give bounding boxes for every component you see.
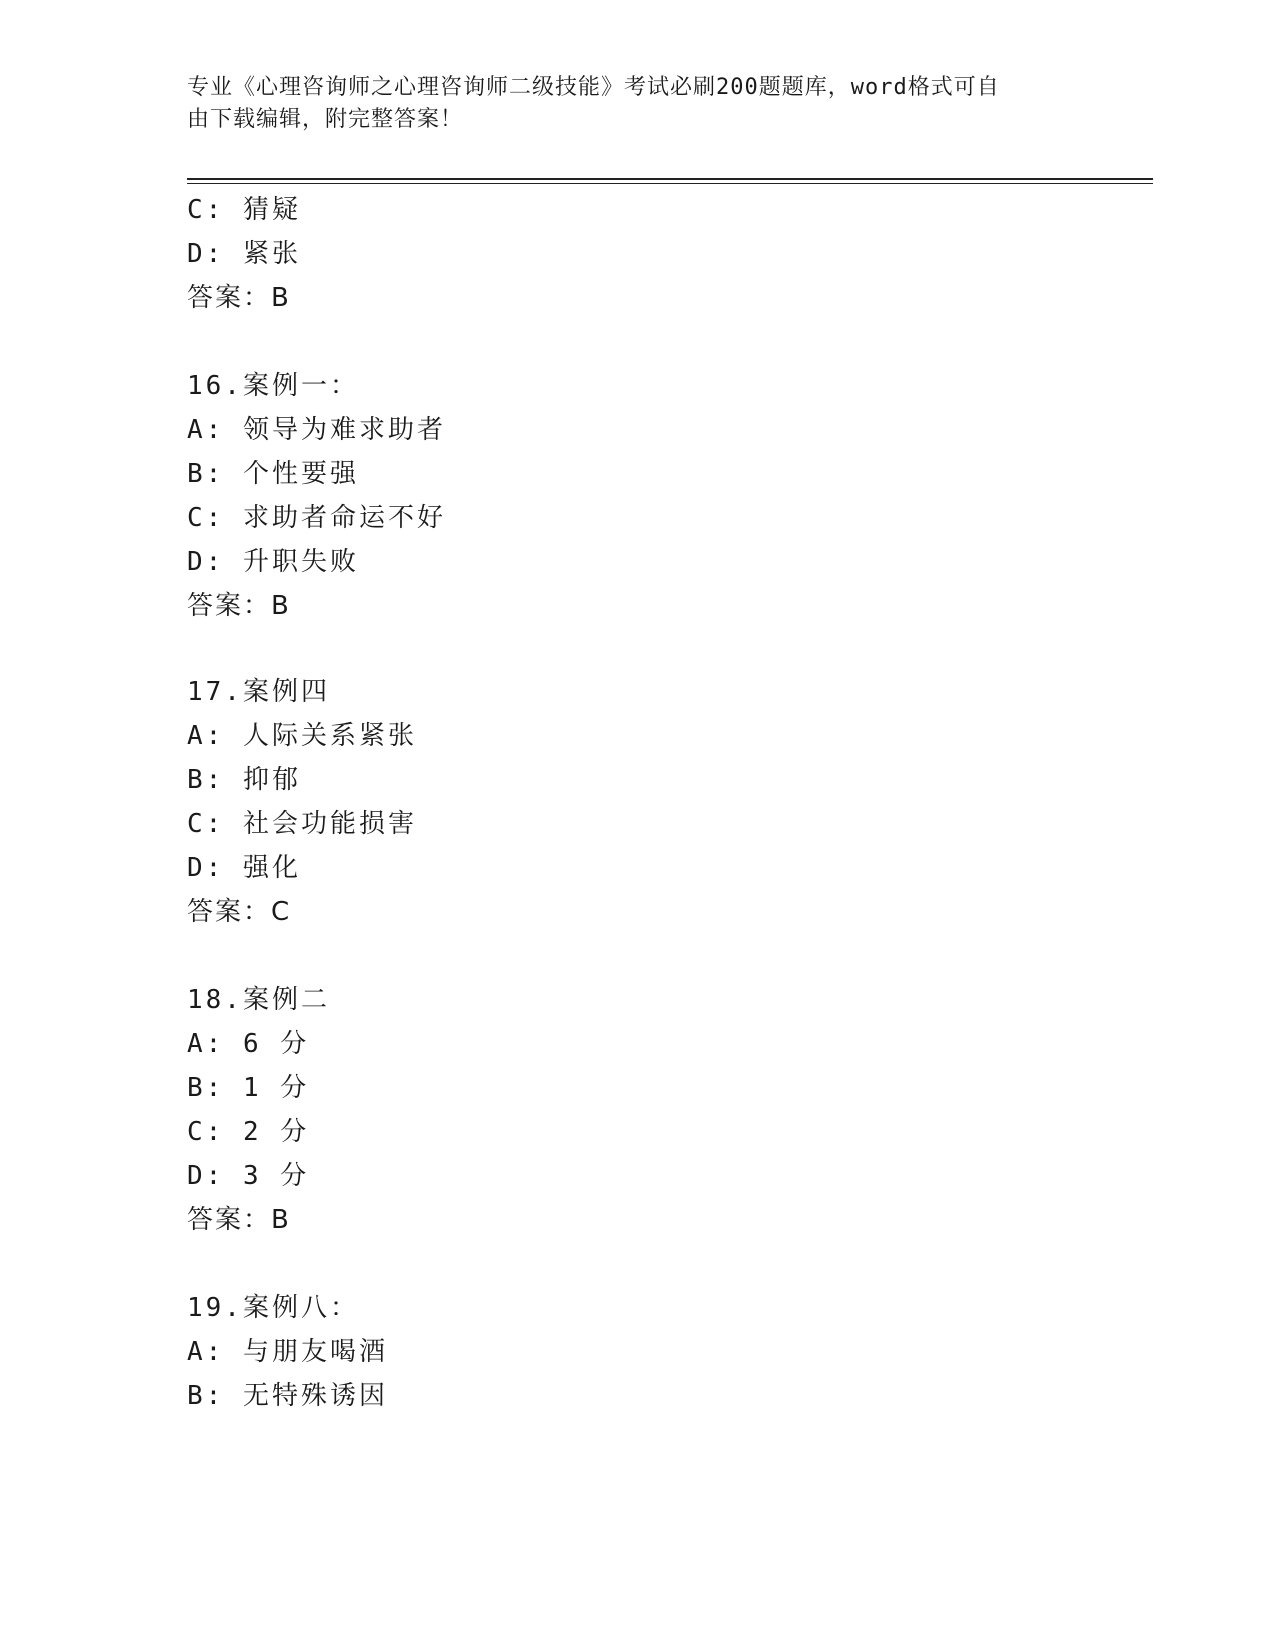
q18-option-b: B: 1 分 (187, 1073, 310, 1103)
q17-option-d: D: 强化 (187, 853, 301, 883)
header-divider-thin (187, 183, 1153, 184)
q16-option-a: A: 领导为难求助者 (187, 415, 446, 445)
q19-option-a: A: 与朋友喝酒 (187, 1337, 388, 1367)
q18-answer: 答案：B (187, 1205, 291, 1235)
q17-option-c: C: 社会功能损害 (187, 809, 417, 839)
header-divider-thick (187, 178, 1153, 180)
q16-option-b: B: 个性要强 (187, 459, 359, 489)
q18-option-c: C: 2 分 (187, 1117, 310, 1147)
q17-answer: 答案：C (187, 897, 292, 927)
header-line-1: 专业《心理咨询师之心理咨询师二级技能》考试必刷200题题库，word格式可自 (187, 75, 1000, 100)
q19-title: 19.案例八： (187, 1293, 359, 1323)
q18-title: 18.案例二 (187, 985, 330, 1015)
q16-option-d: D: 升职失败 (187, 547, 359, 577)
q16-answer: 答案：B (187, 591, 291, 621)
header-line-2: 由下载编辑，附完整答案！ (187, 107, 464, 132)
q15-option-d: D: 紧张 (187, 239, 301, 269)
q17-option-b: B: 抑郁 (187, 765, 301, 795)
q17-option-a: A: 人际关系紧张 (187, 721, 417, 751)
q18-option-d: D: 3 分 (187, 1161, 310, 1191)
q18-option-a: A: 6 分 (187, 1029, 310, 1059)
q15-answer: 答案：B (187, 283, 291, 313)
q17-title: 17.案例四 (187, 677, 330, 707)
document-header (187, 72, 1067, 136)
q16-title: 16.案例一： (187, 371, 359, 401)
q15-option-c: C: 猜疑 (187, 195, 301, 225)
q19-option-b: B: 无特殊诱因 (187, 1381, 388, 1411)
q16-option-c: C: 求助者命运不好 (187, 503, 446, 533)
